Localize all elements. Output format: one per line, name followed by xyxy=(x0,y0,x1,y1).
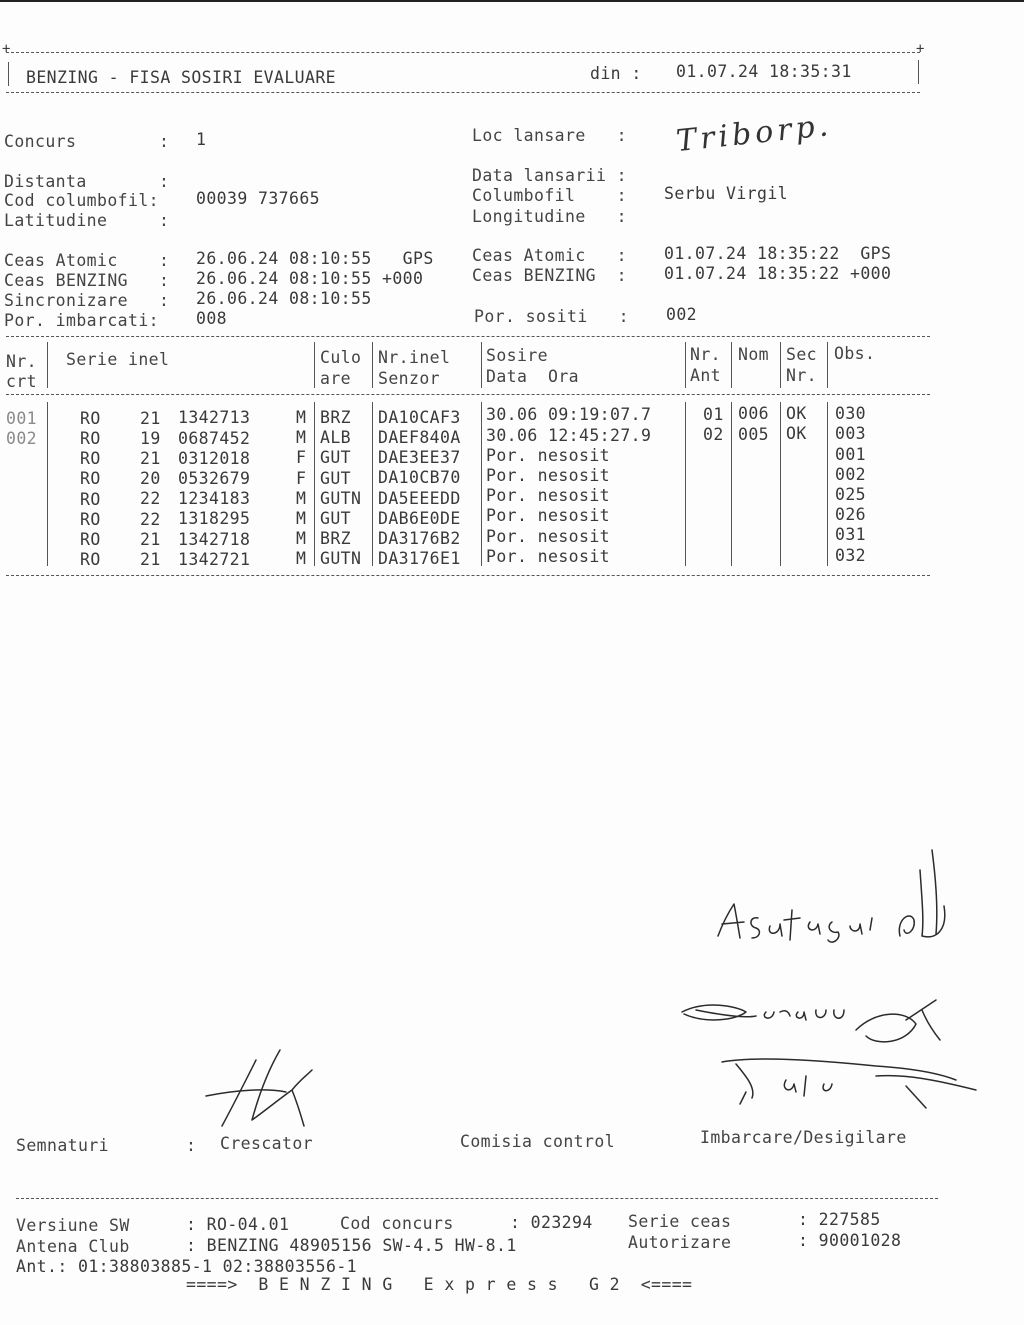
serie-ceas-label: Serie ceas xyxy=(628,1212,732,1231)
footer-rule xyxy=(16,1198,938,1199)
col-culoare-2: are xyxy=(320,369,352,388)
columbofil-value: Serbu Virgil xyxy=(664,184,789,203)
cell-an: 22 xyxy=(140,489,161,509)
col-sec-1: Sec xyxy=(786,345,818,364)
cell-inel: 1234183 xyxy=(178,489,251,509)
latitudine-label: Latitudine : xyxy=(4,211,170,230)
cell-sosire: Por. nesosit xyxy=(486,465,611,485)
antena-value: : BENZING 48905156 SW-4.5 HW-8.1 xyxy=(186,1236,517,1255)
cell-sex: F xyxy=(296,468,307,488)
col-senzor: Senzor xyxy=(378,369,441,388)
cell-inel: 0532679 xyxy=(178,469,251,488)
cell-nr: 001 xyxy=(6,409,38,428)
concurs-value: 1 xyxy=(196,130,207,149)
imbarcati-label: Por. imbarcati: xyxy=(4,311,160,330)
cell-inel: 1342718 xyxy=(178,529,251,549)
committee-signature-2 xyxy=(676,980,996,1120)
ceas-atomic-start-value: 26.06.24 08:10:55 GPS xyxy=(196,249,434,268)
cell-sex: M xyxy=(296,529,307,549)
cell-senzor: DA10CB70 xyxy=(378,468,461,488)
col-obs: Obs. xyxy=(834,344,876,363)
table-bottom-rule xyxy=(6,575,930,576)
cell-obs: 032 xyxy=(835,545,867,565)
cod-concurs-label: Cod concurs xyxy=(340,1214,454,1233)
col-nom: Nom xyxy=(738,345,770,364)
table-header-rule xyxy=(6,394,930,395)
din-value: 01.07.24 18:35:31 xyxy=(676,62,852,81)
columbofil-label: Columbofil : xyxy=(472,186,628,205)
cell-sosire: 30.06 12:45:27.9 xyxy=(486,425,652,445)
cell-sex: F xyxy=(296,448,307,468)
cell-senzor: DAE3EE37 xyxy=(378,448,461,468)
distanta-label: Distanta : xyxy=(4,172,170,191)
ceas-atomic-end-label: Ceas Atomic : xyxy=(472,246,628,265)
cell-tara: RO xyxy=(80,428,101,448)
concurs-label: Concurs : xyxy=(4,132,170,151)
cod-columbofil-label: Cod columbofil: xyxy=(4,191,160,210)
col-data-ora: Data Ora xyxy=(486,367,580,386)
cell-tara: RO xyxy=(80,449,101,469)
cell-an: 21 xyxy=(140,448,161,468)
cell-sosire: Por. nesosit xyxy=(486,526,611,546)
cell-sec: OK xyxy=(786,424,807,444)
cell-nom: 006 xyxy=(738,404,770,424)
committee-signature-1 xyxy=(700,840,960,960)
cell-inel: 0687452 xyxy=(178,428,251,448)
autorizare-label: Autorizare xyxy=(628,1233,732,1252)
versiune-value: : RO-04.01 xyxy=(186,1215,290,1234)
cell-sosire: Por. nesosit xyxy=(486,546,611,566)
ceas-benzing-end-label: Ceas BENZING : xyxy=(472,266,628,285)
antenna-ids: Ant.: 01:38803885-1 02:38803556-1 xyxy=(16,1257,358,1276)
versiune-label: Versiune SW xyxy=(16,1216,130,1235)
cell-nom: 005 xyxy=(738,424,770,444)
cell-cul: BRZ xyxy=(320,407,352,427)
cell-cul: BRZ xyxy=(320,529,352,549)
col-nr-ant-1: Nr. xyxy=(690,345,722,364)
cell-ant: 01 xyxy=(703,404,724,424)
autorizare-value: : 90001028 xyxy=(798,1231,902,1250)
cell-tara: RO xyxy=(80,408,101,428)
crescator-label: Crescator xyxy=(220,1134,314,1153)
ceas-atomic-end-value: 01.07.24 18:35:22 GPS xyxy=(664,244,892,263)
cell-obs: 026 xyxy=(835,505,867,525)
cell-an: 21 xyxy=(140,408,161,428)
cell-sosire: 30.06 09:19:07.7 xyxy=(486,405,652,425)
cell-an: 21 xyxy=(140,529,161,549)
col-nr: Nr. xyxy=(6,352,38,371)
cell-nr: 002 xyxy=(6,429,38,449)
col-nr-ant-2: Ant xyxy=(690,366,722,385)
imbarcati-value: 008 xyxy=(196,309,228,328)
header-top-rule xyxy=(6,52,920,53)
col-sosire: Sosire xyxy=(486,346,549,365)
cell-sex: M xyxy=(296,408,307,427)
col-culoare-1: Culo xyxy=(320,348,362,367)
cell-inel: 1342713 xyxy=(178,408,251,428)
antena-label: Antena Club xyxy=(16,1237,130,1256)
cell-cul: GUTN xyxy=(320,549,362,569)
sincronizare-label: Sincronizare : xyxy=(4,291,170,310)
cell-inel: 0312018 xyxy=(178,448,251,468)
cod-columbofil-value: 00039 737665 xyxy=(196,189,321,208)
sositi-value: 002 xyxy=(666,305,698,324)
data-lansarii-label: Data lansarii : xyxy=(472,166,628,185)
cell-tara: RO xyxy=(80,509,101,529)
cell-an: 19 xyxy=(140,428,161,448)
cell-senzor: DA3176B2 xyxy=(378,528,461,548)
cell-inel: 1318295 xyxy=(178,509,251,529)
cell-senzor: DAB6E0DE xyxy=(378,508,461,528)
cell-senzor: DA5EEEDD xyxy=(378,488,461,508)
cell-obs: 001 xyxy=(835,444,867,464)
ceas-benzing-start-label: Ceas BENZING : xyxy=(4,271,170,290)
comisia-control-label: Comisia control xyxy=(460,1132,616,1151)
page-title: BENZING - FISA SOSIRI EVALUARE xyxy=(26,68,337,87)
cell-obs: 002 xyxy=(835,464,867,484)
cell-cul: GUTN xyxy=(320,488,362,508)
imbarcare-desigilare-label: Imbarcare/Desigilare xyxy=(700,1128,907,1147)
cell-obs: 031 xyxy=(835,525,867,545)
cell-tara: RO xyxy=(80,550,101,570)
cell-senzor: DA10CAF3 xyxy=(378,407,461,427)
cell-an: 21 xyxy=(140,549,161,569)
ceas-benzing-end-value: 01.07.24 18:35:22 +000 xyxy=(664,264,892,283)
breeder-signature xyxy=(196,1040,336,1140)
cell-sosire: Por. nesosit xyxy=(486,486,611,506)
cell-an: 22 xyxy=(140,509,161,529)
cell-inel: 1342721 xyxy=(178,549,251,569)
cod-concurs-value: : 023294 xyxy=(510,1213,593,1232)
scan-top-edge xyxy=(0,0,1024,5)
cell-obs: 003 xyxy=(835,424,867,444)
cell-cul: GUT xyxy=(320,448,352,468)
din-label: din : xyxy=(590,64,642,83)
cell-tara: RO xyxy=(80,529,101,549)
cell-sex: M xyxy=(296,428,307,448)
semnaturi-label: Semnaturi xyxy=(16,1136,110,1155)
loc-lansare-handwritten: Triborp. xyxy=(674,107,834,160)
cell-sex: M xyxy=(296,509,307,528)
cell-tara: RO xyxy=(80,469,101,489)
col-nr-inel: Nr.inel xyxy=(378,348,451,367)
brand-line: ====> B E N Z I N G E x p r e s s G 2 <==== xyxy=(186,1275,693,1294)
ceas-atomic-start-label: Ceas Atomic : xyxy=(4,251,170,270)
table-top-rule xyxy=(6,336,930,337)
serie-ceas-value: : 227585 xyxy=(798,1210,881,1229)
cell-ant: 02 xyxy=(703,424,724,444)
longitudine-label: Longitudine : xyxy=(472,207,628,226)
cell-senzor: DAEF840A xyxy=(378,427,461,447)
cell-cul: GUT xyxy=(320,508,352,528)
cell-sex: M xyxy=(296,488,307,508)
cell-sosire: Por. nesosit xyxy=(486,445,611,465)
sositi-label: Por. sositi : xyxy=(474,307,630,326)
cell-senzor: DA3176E1 xyxy=(378,549,461,569)
cell-cul: GUT xyxy=(320,468,352,488)
cell-tara: RO xyxy=(80,489,101,509)
cell-sec: OK xyxy=(786,404,807,424)
cell-obs: 025 xyxy=(835,484,867,504)
ceas-benzing-start-value: 26.06.24 08:10:55 +000 xyxy=(196,269,424,288)
sincronizare-value: 26.06.24 08:10:55 xyxy=(196,289,372,308)
header-bottom-rule xyxy=(6,92,920,93)
col-crt: crt xyxy=(6,372,38,391)
cell-an: 20 xyxy=(140,469,161,489)
col-sec-2: Nr. xyxy=(786,366,818,385)
cell-sex: M xyxy=(296,549,307,569)
cell-cul: ALB xyxy=(320,428,352,448)
loc-lansare-label: Loc lansare : xyxy=(472,126,628,145)
cell-obs: 030 xyxy=(835,404,867,424)
col-serie-inel: Serie inel xyxy=(66,350,170,369)
cell-sosire: Por. nesosit xyxy=(486,506,611,526)
